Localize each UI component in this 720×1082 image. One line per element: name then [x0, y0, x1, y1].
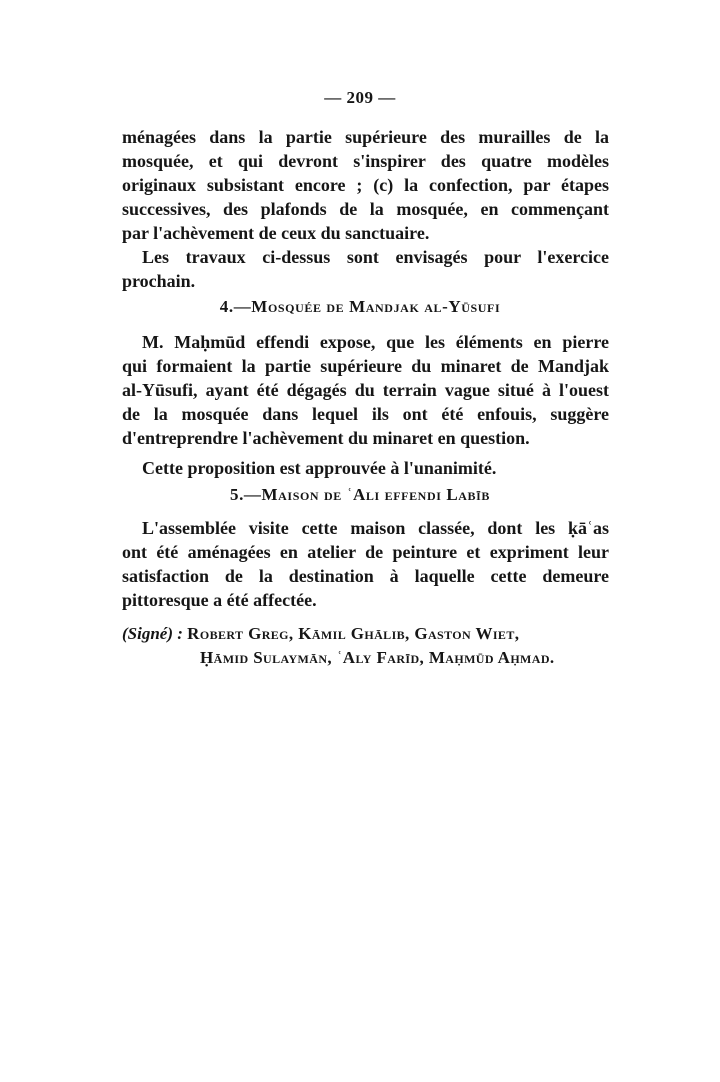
text-line: Les travaux ci-dessus sont envisagés pour l'exercice [142, 247, 609, 267]
section-4-paragraph [122, 330, 609, 450]
text-line: ont été aménagées en atelier de peinture et expriment leur [122, 542, 609, 562]
text-line: pittoresque a été affectée. [122, 590, 317, 610]
text-line: ménagées dans la partie supérieure des murailles de la [122, 127, 609, 147]
text-line: par l'achèvement de ceux du sanctuaire. [122, 223, 430, 243]
signature-names-line-2: Ḥāmid Sulaymān, ʿAly Farīd, Maḥmūd Aḥmad. [200, 648, 555, 667]
text-line: originaux subsistant encore ; (c) la confection, par étapes [122, 175, 609, 195]
intro-block [122, 125, 609, 293]
intro-second-paragraph [122, 245, 609, 293]
section-4-approval [122, 456, 609, 480]
text-line: d'entreprendre l'achèvement du minaret en question. [122, 428, 530, 448]
signature-names-line-1: Robert Greg, Kāmil Ghālib, Gaston Wiet, [187, 624, 520, 643]
text-line: qui formaient la partie supérieure du minaret de Mandjak [122, 356, 609, 376]
section-5-paragraph [122, 516, 609, 612]
section-4-block [122, 330, 609, 480]
signature-label: (Signé) : [122, 624, 183, 643]
section-5-block [122, 516, 609, 612]
text-line: satisfaction de la destination à laquelle cette demeure [122, 566, 609, 586]
text-line: de la mosquée dans lequel ils ont été enfouis, suggère [122, 404, 609, 424]
section-5-heading: 5.—Maison de ʿAli effendi Labīb [229, 485, 491, 504]
intro-paragraph [122, 125, 609, 245]
text-line: successives, des plafonds de la mosquée, en commençant [122, 199, 609, 219]
text-line: mosquée, et qui devront s'inspirer des quatre modèles [122, 151, 609, 171]
text-line: al-Yūsufi, ayant été dégagés du terrain vague situé à l'ouest [122, 380, 609, 400]
text-line: M. Maḥmūd effendi expose, que les éléments en pierre [142, 332, 609, 352]
text-line: L'assemblée visite cette maison classée, dont les ḳāʿas [142, 518, 609, 538]
text-line: Cette proposition est approuvée à l'unanimité. [142, 458, 497, 478]
signature-block [122, 622, 617, 670]
section-4-heading: 4.—Mosquée de Mandjak al-Yūsufi [219, 297, 501, 316]
text-line: prochain. [122, 271, 196, 291]
page-number: — 209 — [324, 88, 396, 107]
